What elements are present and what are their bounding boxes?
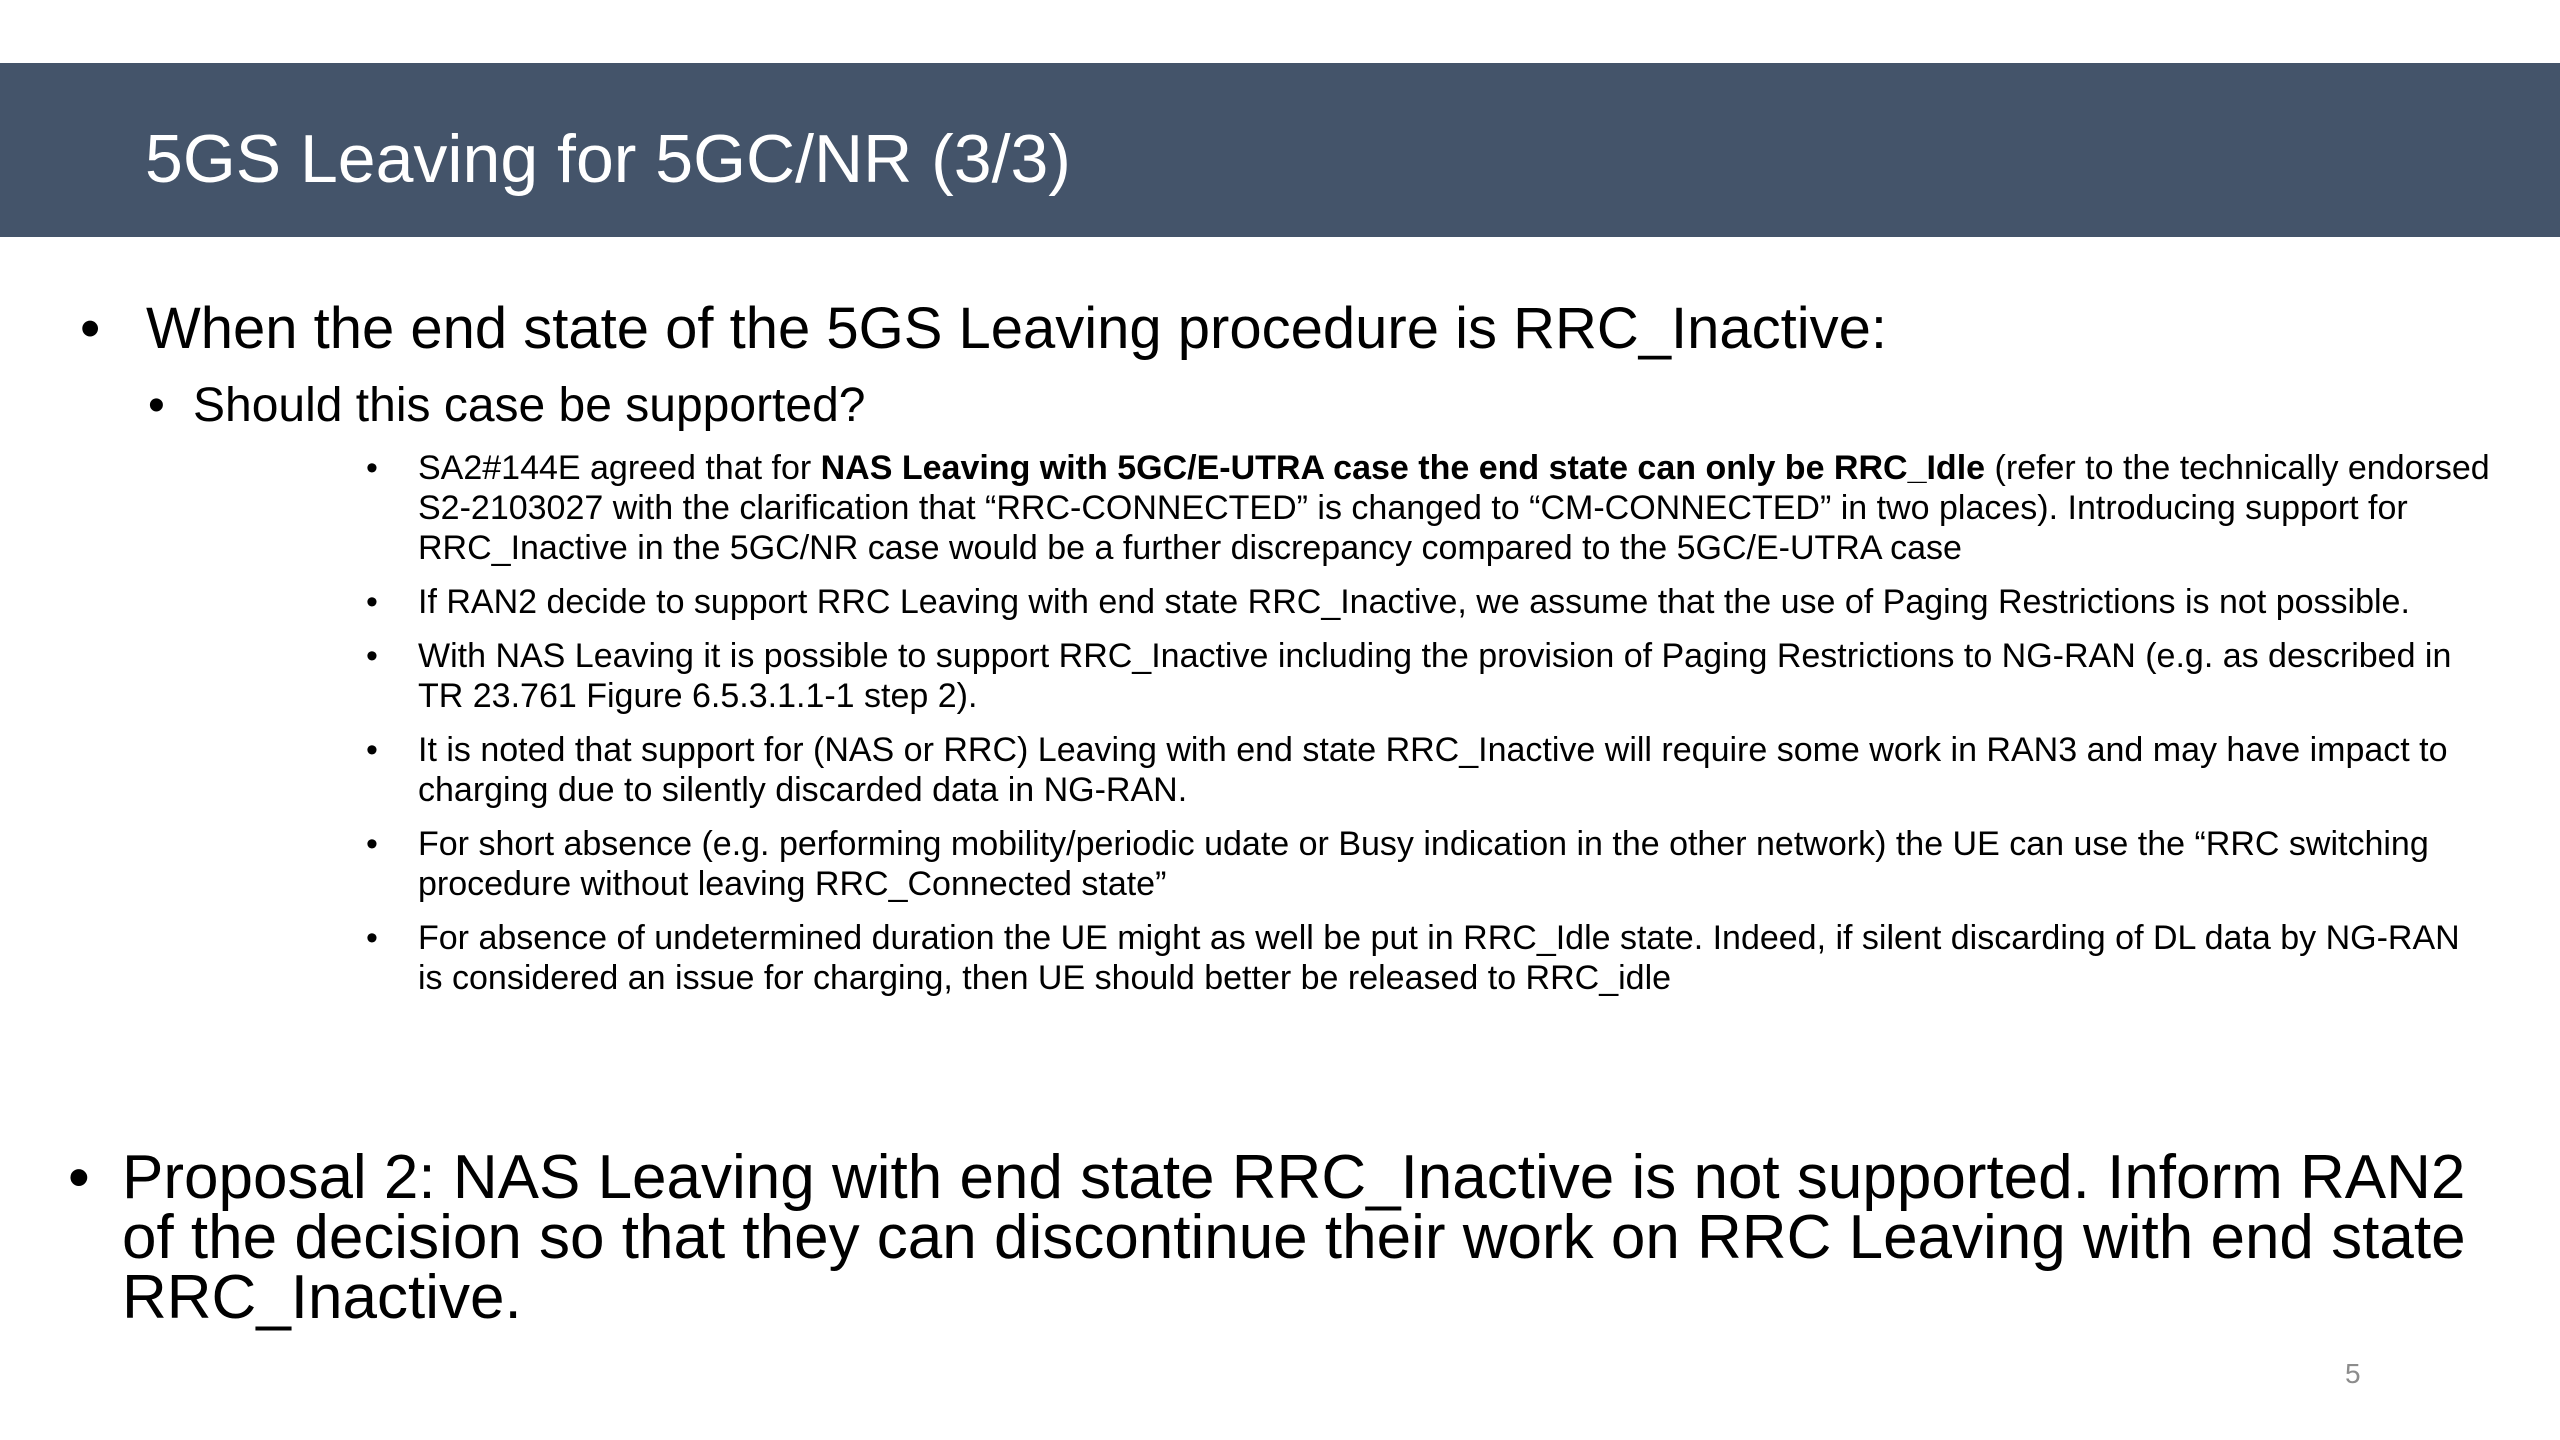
sub-bullet-item bbox=[366, 582, 2491, 622]
bullet-dot: • bbox=[148, 379, 165, 432]
sub-bullet-item bbox=[366, 918, 2491, 998]
bullet-dot: • bbox=[366, 583, 378, 621]
bullet-level1-text: When the end state of the 5GS Leaving procedure is RRC_Inactive: bbox=[146, 296, 1887, 361]
sub-bullet-text: It is noted that support for (NAS or RRC) Leaving with end state RRC_Inactive will require some work in RAN3 and may have impact to charging due to silently discarded data in NG-RAN. bbox=[418, 731, 2448, 809]
page-number: 5 bbox=[2345, 1358, 2361, 1389]
slide-title: 5GS Leaving for 5GC/NR (3/3) bbox=[145, 121, 1071, 197]
sub-bullet-text: For absence of undetermined duration the UE might as well be put in RRC_Idle state. Indeed, if silent discarding of DL data by NG-RAN is considered an issue for charging, then UE should better be released to RRC_idle bbox=[418, 919, 2460, 997]
bullet-dot: • bbox=[80, 296, 101, 361]
sub-bullet-text: For short absence (e.g. performing mobility/periodic udate or Busy indication in the other network) the UE can use the “RRC switching procedure without leaving RRC_Connected state” bbox=[418, 825, 2429, 903]
bullet-dot: • bbox=[366, 449, 378, 487]
sub-bullet-item bbox=[366, 636, 2491, 716]
sub-bullet-text-continued: (refer to the technically endorsed S2-2103027 with the clarification that “RRC-CONNECTED” is changed to “CM-CONNECTED” in two places). Introducing support for RRC_Inactive in the 5GC/NR case would be a further discrepancy compared to the 5GC/E-UTRA case bbox=[418, 449, 2490, 567]
proposal-bullet bbox=[68, 1143, 2508, 1332]
sub-bullet-item bbox=[366, 448, 2491, 568]
bullet-dot: • bbox=[366, 731, 378, 769]
sub-bullet-text: SA2#144E agreed that for bbox=[418, 449, 821, 487]
sub-bullet-item bbox=[366, 730, 2491, 810]
proposal-text: Proposal 2: NAS Leaving with end state RRC_Inactive is not supported. Inform RAN2 of the decision so that they can discontinue their work on RRC Leaving with end state RRC_Inactive. bbox=[122, 1143, 2466, 1332]
bullet-level2-text: Should this case be supported? bbox=[193, 379, 866, 432]
bullet-dot: • bbox=[366, 825, 378, 863]
sub-bullet-bold-text: NAS Leaving with 5GC/E-UTRA case the end state can only be RRC_Idle bbox=[820, 449, 1986, 487]
sub-bullet-list bbox=[366, 448, 2491, 1012]
bullet-dot: • bbox=[366, 919, 378, 957]
sub-bullet-text: If RAN2 decide to support RRC Leaving with end state RRC_Inactive, we assume that the use of Paging Restrictions is not possible. bbox=[418, 583, 2410, 621]
sub-bullet-item bbox=[366, 824, 2491, 904]
sub-bullet-text: With NAS Leaving it is possible to support RRC_Inactive including the provision of Paging Restrictions to NG-RAN (e.g. as described in TR 23.761 Figure 6.5.3.1.1-1 step 2). bbox=[418, 637, 2452, 715]
bullet-dot: • bbox=[366, 637, 378, 675]
bullet-dot: • bbox=[68, 1143, 90, 1212]
